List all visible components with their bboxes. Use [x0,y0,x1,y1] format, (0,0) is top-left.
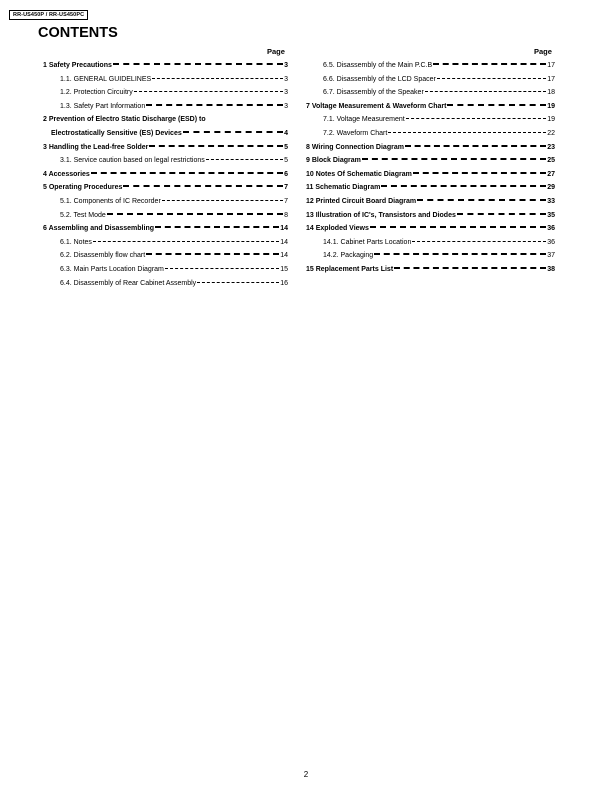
toc-entry[interactable] [306,239,555,253]
toc-leader-dashes [155,226,279,228]
toc-entry-page: 38 [547,265,555,273]
toc-entry-page: 22 [547,129,555,137]
toc-leader-dashes [457,213,546,215]
toc-leader-dashes [206,159,283,160]
toc-entry-label: 14.1. Cabinet Parts Location [323,238,412,246]
toc-entry-label: 4 Accessories [43,170,90,178]
toc-leader-dashes [412,241,546,242]
toc-entry-label: 6.5. Disassembly of the Main P.C.B [323,62,433,69]
toc-entry-label: 6.2. Disassembly flow chart [60,252,146,260]
toc-entry-page: 36 [547,238,555,246]
toc-entry-page: 33 [547,197,555,205]
toc-entry[interactable] [306,157,555,171]
toc-entry-page: 14 [280,225,288,233]
toc-entry-label: 14 Exploded Views [306,225,369,233]
toc-entry-page: 35 [547,211,555,219]
toc-entry[interactable] [306,130,555,144]
toc-entry-page: 3 [284,102,288,110]
toc-entry[interactable] [43,239,288,253]
page-number: 2 [303,770,309,779]
toc-entry-label: 13 Illustration of IC's, Transistors and Diodes [306,211,456,219]
toc-entry-page: 19 [547,116,555,124]
toc-entry-page: 4 [284,129,288,137]
toc-entry[interactable] [306,116,555,130]
toc-entry-label: 3.1. Service caution based on legal restrictions [60,157,205,165]
model-number-box: RR-US450P / RR-US450PC [9,10,88,20]
toc-leader-dashes [406,118,546,119]
toc-entry-label: Electrostatically Sensitive (ES) Devices [51,129,182,137]
toc-leader-dashes [123,185,283,187]
toc-leader-dashes [93,241,279,242]
toc-entry[interactable] [43,103,288,117]
toc-entry-label: 5.1. Components of IC Recorder [60,197,161,205]
toc-leader-dashes [447,104,546,106]
toc-entry-page: 17 [547,62,555,69]
toc-entry-page: 29 [547,184,555,192]
toc-leader-dashes [107,213,283,215]
toc-leader-dashes [437,78,546,79]
toc-entry[interactable] [306,62,555,76]
toc-entry[interactable] [306,198,555,212]
toc-leader-dashes [152,78,283,79]
toc-entry-page: 36 [547,225,555,233]
toc-entry[interactable] [306,184,555,198]
toc-entry-label: 5 Operating Procedures [43,184,123,192]
toc-entry[interactable] [306,171,555,185]
toc-entry-page: 18 [547,89,555,97]
toc-leader-dashes [394,267,546,269]
toc-entry-label: 5.2. Test Mode [60,211,106,219]
toc-leader-dashes [146,104,283,106]
toc-entry-label: 1.2. Protection Circuitry [60,89,133,97]
toc-entry-page: 27 [547,170,555,178]
toc-leader-dashes [417,199,546,201]
toc-entry[interactable] [43,184,288,198]
toc-entry-label: 7 Voltage Measurement & Waveform Chart [306,102,447,110]
toc-entry-page: 3 [284,75,288,83]
toc-entry-label: 11 Schematic Diagram [306,184,381,192]
toc-entry-page: 23 [547,143,555,151]
toc-right-column [306,62,555,280]
toc-leader-dashes [425,91,546,92]
toc-entry-label: 6.6. Disassembly of the LCD Spacer [323,75,436,83]
toc-entry-label: 3 Handling the Lead-free Solder [43,143,149,151]
toc-entry-page: 14 [280,252,288,260]
toc-entry-page: 17 [547,75,555,83]
toc-entry-page: 14 [280,238,288,246]
toc-entry-label: 15 Replacement Parts List [306,265,394,273]
toc-leader-dashes [146,253,279,255]
toc-leader-dashes [381,185,546,187]
toc-entry-page: 3 [284,89,288,97]
toc-entry-page: 19 [547,102,555,110]
toc-entry-page: 3 [284,62,288,69]
toc-entry-label: 1.3. Safety Part Information [60,102,146,110]
toc-leader-dashes [91,172,283,174]
toc-entry[interactable] [306,103,555,117]
toc-entry[interactable] [43,212,288,226]
toc-entry[interactable] [306,266,555,280]
toc-entry[interactable] [43,171,288,185]
toc-entry-label: 9 Block Diagram [306,157,361,165]
toc-entry-page: 37 [547,252,555,260]
toc-leader-dashes [433,63,546,65]
toc-entry[interactable] [43,116,288,130]
toc-leader-dashes [149,145,283,147]
toc-entry[interactable] [306,89,555,103]
toc-entry-label: 14.2. Packaging [323,252,374,260]
toc-entry[interactable] [43,157,288,171]
toc-entry[interactable] [43,280,288,294]
toc-entry-page: 5 [284,157,288,165]
toc-entry[interactable] [306,212,555,226]
toc-entry-label: 6.7. Disassembly of the Speaker [323,89,424,97]
toc-entry[interactable] [43,62,288,76]
toc-entry-label: 1 Safety Precautions [43,62,112,69]
toc-entry-page: 5 [284,143,288,151]
toc-entry-label: 6.4. Disassembly of Rear Cabinet Assembly [60,279,197,287]
toc-entry-label: 6.3. Main Parts Location Diagram [60,265,164,273]
toc-entry-label: 6 Assembling and Disassembling [43,225,154,233]
toc-entry[interactable] [43,266,288,280]
toc-leader-dashes [374,253,546,255]
right-page-heading: Page [534,47,552,56]
toc-entry[interactable] [43,252,288,266]
toc-entry-page: 25 [547,157,555,165]
toc-entry[interactable] [43,89,288,103]
toc-leader-dashes [362,158,546,160]
toc-entry-page: 15 [280,265,288,273]
toc-entry-label: 7.1. Voltage Measurement [323,116,405,124]
toc-leader-dashes [113,63,283,65]
toc-entry-label: 8 Wiring Connection Diagram [306,143,404,151]
toc-entry-label: 2 Prevention of Electro Static Discharge (ESD) to [43,116,206,124]
toc-entry-page: 6 [284,170,288,178]
toc-left-column [43,62,288,293]
toc-leader-dashes [165,268,279,269]
toc-entry-label: 7.2. Waveform Chart [323,129,388,137]
toc-leader-dashes [370,226,546,228]
toc-entry-page: 16 [280,279,288,287]
toc-entry[interactable] [43,76,288,90]
toc-entry[interactable] [43,198,288,212]
toc-entry[interactable] [306,252,555,266]
toc-entry[interactable] [306,76,555,90]
toc-entry-page: 7 [284,197,288,205]
toc-entry-page: 7 [284,184,288,192]
toc-entry-label: 12 Printed Circuit Board Diagram [306,197,417,205]
toc-entry[interactable] [306,144,555,158]
toc-entry-label: 10 Notes Of Schematic Diagram [306,170,412,178]
left-page-heading: Page [267,47,285,56]
toc-leader-dashes [197,282,279,283]
toc-leader-dashes [162,200,283,201]
page-title: CONTENTS [38,25,118,41]
toc-leader-dashes [183,131,283,133]
toc-leader-dashes [134,91,283,92]
toc-entry[interactable] [306,225,555,239]
toc-entry[interactable] [43,225,288,239]
toc-leader-dashes [405,145,546,147]
toc-entry[interactable] [43,130,288,144]
toc-leader-dashes [388,132,546,133]
toc-entry-label: 1.1. GENERAL GUIDELINES [60,75,152,83]
toc-leader-dashes [413,172,546,174]
toc-entry-page: 8 [284,211,288,219]
toc-entry-label: 6.1. Notes [60,238,92,246]
toc-entry[interactable] [43,144,288,158]
